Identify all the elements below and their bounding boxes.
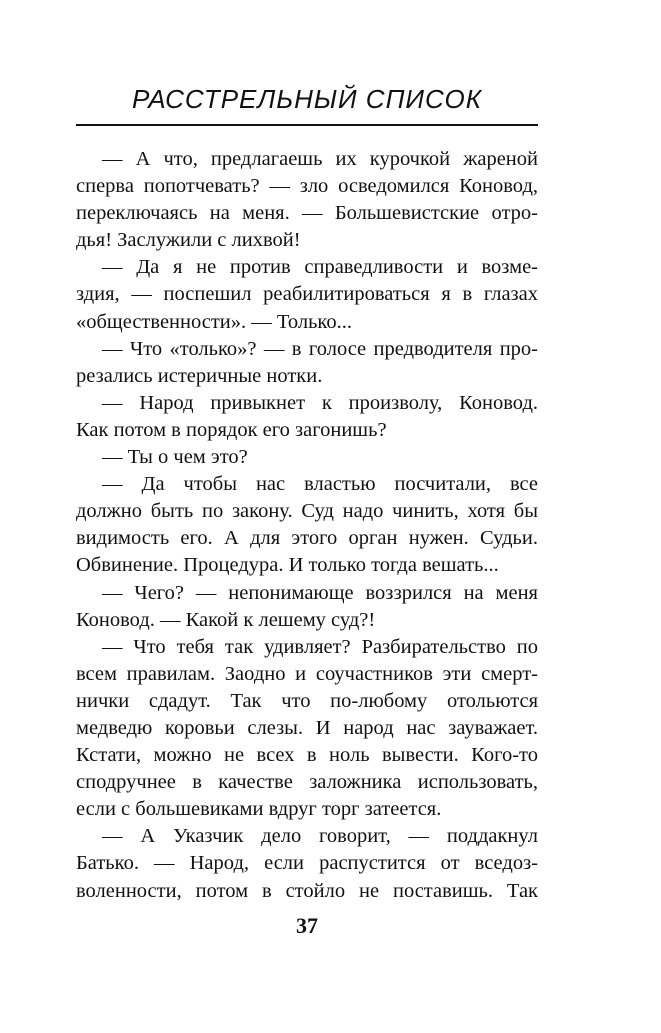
text-line: если с большевиками вдруг торг затеется. xyxy=(76,798,442,821)
text-line: сперва попотчевать? — зло осведомился Коновод, xyxy=(76,175,538,198)
text-line: — Чего? — непонимающе воззрился на меня xyxy=(102,581,538,604)
body-text xyxy=(76,146,538,905)
text-line: — Да чтобы нас властью посчитали, все xyxy=(102,473,538,496)
text-line: — Народ привыкнет к произволу, Коновод. xyxy=(102,391,538,414)
text-line: — А Указчик дело говорит, — поддакнул xyxy=(102,825,538,848)
text-line: Кстати, можно не всех в ноль вывести. Кого-то xyxy=(76,744,538,767)
text-line: видимость его. А для этого орган нужен. Судьи. xyxy=(76,527,538,550)
text-line: Обвинение. Процедура. И только тогда вешать... xyxy=(76,554,499,577)
header-rule xyxy=(76,124,538,126)
text-line: — Да я не против справедливости и возме- xyxy=(102,256,538,279)
text-line: — Ты о чем это? xyxy=(102,446,248,469)
text-line: воленности, потом в стойло не поставишь. Так xyxy=(76,879,538,902)
text-line: Коновод. — Какой к лешему суд?! xyxy=(76,608,376,631)
text-line: дья! Заслужили с лихвой! xyxy=(76,229,301,252)
text-line: нички сдадут. Так что по-любому отольются xyxy=(76,689,538,712)
page-number: 37 xyxy=(296,913,318,938)
running-title: РАССТРЕЛЬНЫЙ СПИСОК xyxy=(131,84,483,114)
text-line: резались истеричные нотки. xyxy=(76,364,323,387)
text-line: — Что тебя так удивляет? Разбирательство по xyxy=(102,635,538,658)
text-line: здия, — поспешил реабилитироваться я в глазах xyxy=(76,283,538,306)
text-line: «общественности». — Только... xyxy=(76,310,352,333)
text-line: переключаясь на меня. — Большевистские отро- xyxy=(76,202,538,225)
text-line: медведю коровьи слезы. И народ нас зауважает. xyxy=(76,716,538,739)
text-line: сподручнее в качестве заложника использовать, xyxy=(76,771,538,794)
text-line: Батько. — Народ, если распустится от вседоз- xyxy=(76,852,538,875)
text-line: всем правилам. Заодно и соучастников эти смерт- xyxy=(76,662,538,685)
text-line: Как потом в порядок его загонишь? xyxy=(76,418,387,441)
text-line: — Что «только»? — в голосе предводителя про- xyxy=(102,337,538,360)
text-line: — А что, предлагаешь их курочкой жареной xyxy=(102,148,538,170)
text-line: должно быть по закону. Суд надо чинить, хотя бы xyxy=(76,500,538,523)
